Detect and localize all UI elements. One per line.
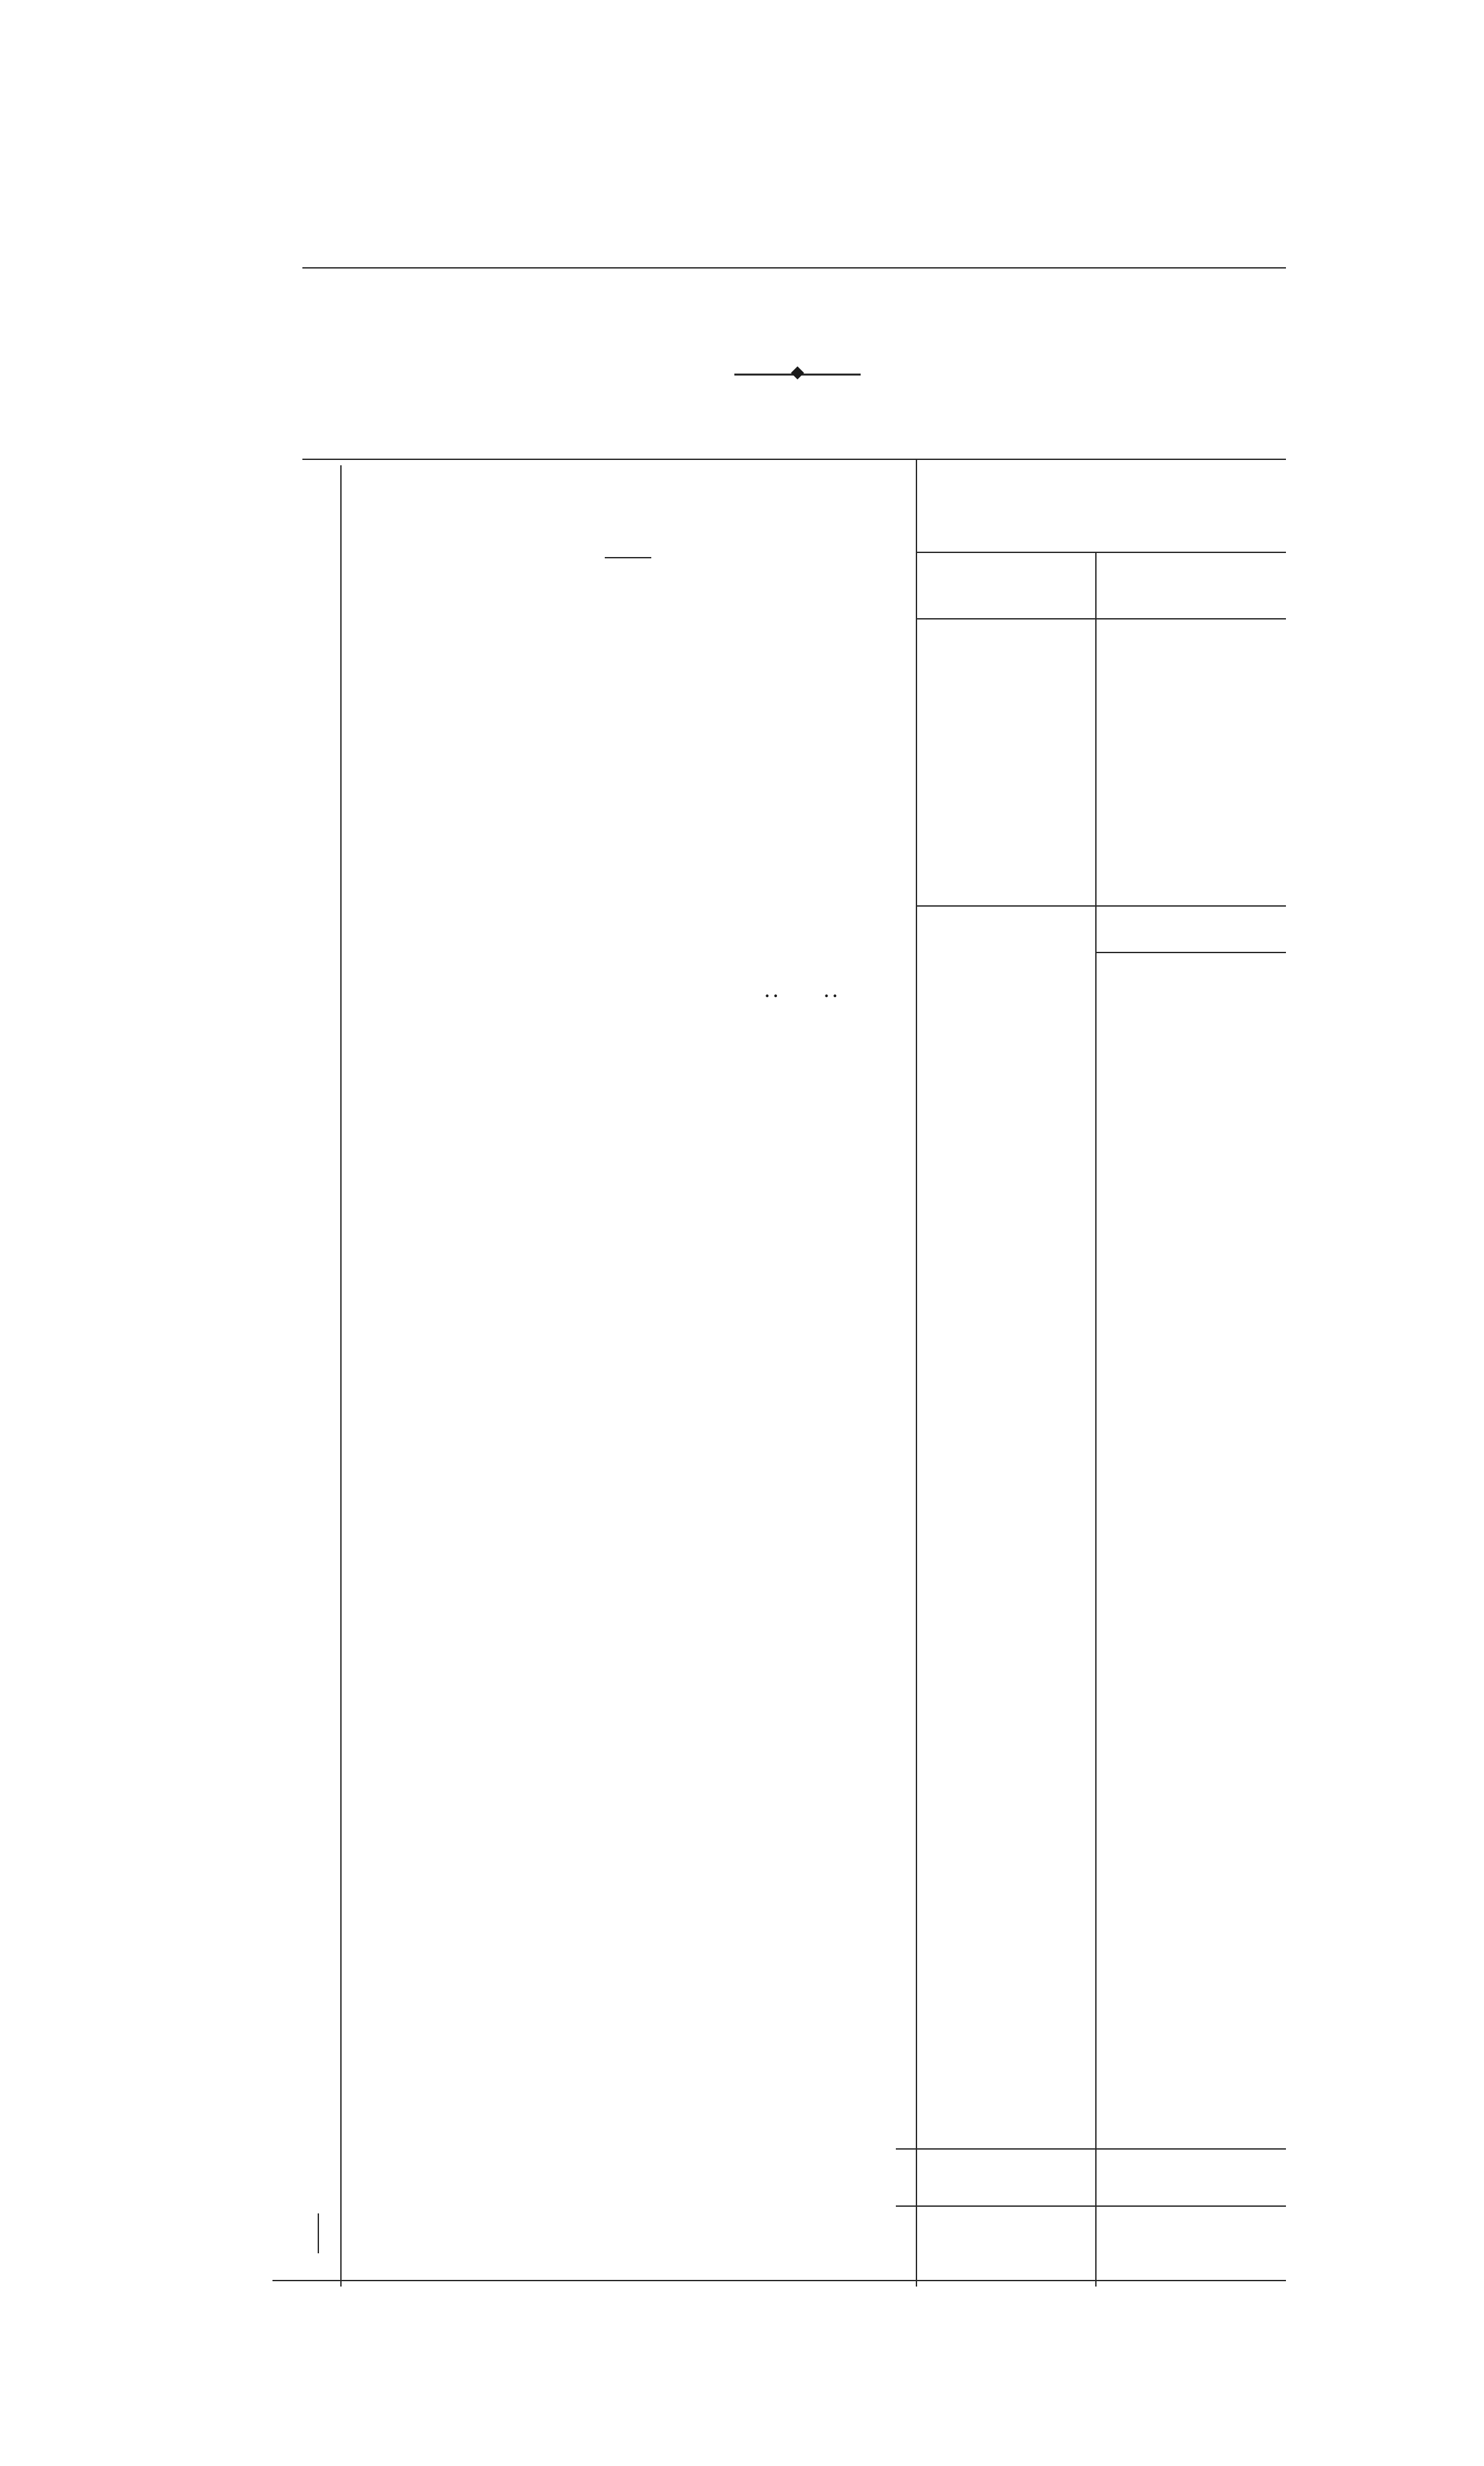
leader-dots: .. .. [764,976,841,1002]
table-bottom-rule [272,2280,1286,2281]
permanent-subtotal-rule [916,905,1286,907]
ornament-diamond [791,366,804,380]
permanent-subtotal-underline [1095,952,1286,953]
total-left-bracket [318,2213,319,2253]
credits-column-divider [916,459,917,2287]
annual-subtotal-rule [896,2148,1286,2150]
period-underline [916,552,1286,553]
description-header-dash [605,557,651,558]
page-column-divider [340,465,342,2287]
annual-first-row [0,976,1484,1004]
table-top-rule [302,459,1286,460]
column-head-underline [916,618,1286,619]
permanent-subtotal-row [0,919,1484,947]
annual-subtotal-underline [896,2205,1286,2207]
annual-subtotal-row [0,2168,1484,2196]
net-column-divider [1095,552,1097,2287]
header-rule [302,267,1286,269]
